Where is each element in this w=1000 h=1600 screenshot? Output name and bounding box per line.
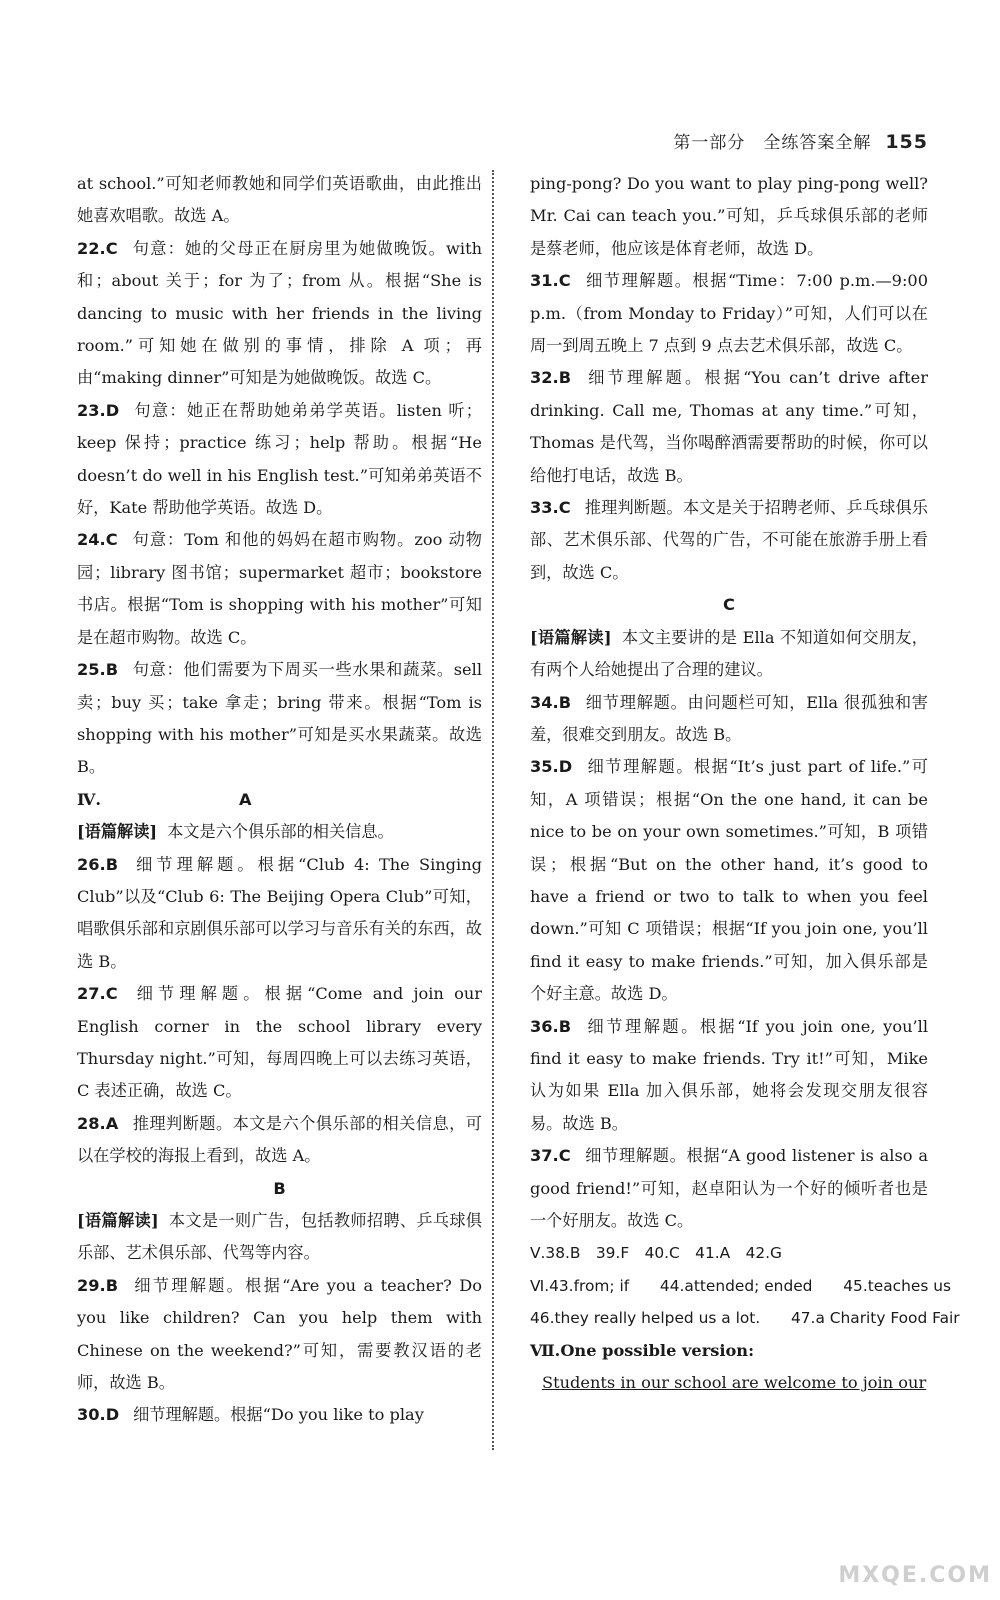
answer-item xyxy=(530,751,928,1010)
writing-title: Ⅶ.One possible version: xyxy=(530,1340,755,1360)
summary-text: 本文是六个俱乐部的相关信息。 xyxy=(167,822,394,842)
answer-letter: A xyxy=(105,1113,119,1133)
paragraph-text: ping-pong? Do you want to play ping-pong well? Mr. Cai can teach you.”可知，乒乓球俱乐部的老师是蔡老师，他应该是体育老师，故选 D。 xyxy=(530,174,928,258)
answer-item xyxy=(530,1140,928,1237)
paragraph xyxy=(77,168,482,233)
question-number: 29. xyxy=(77,1275,106,1295)
passage-letter: A xyxy=(239,789,252,809)
answer-letter: D xyxy=(105,400,120,420)
question-number: 23. xyxy=(77,400,106,420)
explanation-text: 细节理解题。根据“A good listener is also a good friend!”可知，赵卓阳认为一个好的倾听者也是一个好朋友。故选 C。 xyxy=(530,1146,928,1230)
answer-letter: D xyxy=(105,1405,120,1425)
right-column xyxy=(530,168,960,1399)
question-number: 24. xyxy=(77,530,106,550)
explanation-text: 细节理解题。根据“You can’t drive after drinking. Call me, Thomas at any time.”可知，Thomas 是代驾，当你喝醉酒需要帮助的时候，你可以给他打电话，故选 B。 xyxy=(530,368,928,485)
passage-heading: C xyxy=(723,595,735,615)
page-number: 155 xyxy=(885,131,928,153)
answer-letter: B xyxy=(105,854,119,874)
answer-item xyxy=(530,362,928,492)
paragraph-text: at school.”可知老师教她和同学们英语歌曲，由此推出她喜欢唱歌。故选 A。 xyxy=(77,174,482,226)
explanation-text: 细节理解题。根据“It’s just part of life.”可知，A 项错误；根据“On the one hand, it can be nice to be on your own sometimes.”可知，B 项错误；根据“But on the other hand, it’s good to have a friend or two to talk to when you feel down.”可知 C 项错误；根据“If you join one, you’ll find it easy to make friends.”可知，加入俱乐部是个好主意。故选 D。 xyxy=(530,757,928,1004)
question-number: 32. xyxy=(530,368,559,388)
explanation-text: 细节理解题。根据“If you join one, you’ll find it easy to make friends. Try it!”可知，Mike 认为如果 Ella 加入俱乐部，她将会发现交朋友很容易。故选 B。 xyxy=(530,1016,928,1133)
answer-letter: B xyxy=(558,368,572,388)
question-number: 31. xyxy=(530,271,559,291)
answer-item xyxy=(530,687,928,752)
answer-item xyxy=(77,1108,482,1173)
answer-item xyxy=(530,1011,928,1141)
section-title: 第一部分 全练答案全解 xyxy=(673,133,872,153)
answer-letter: B xyxy=(105,660,119,680)
question-number: 33. xyxy=(530,498,559,518)
explanation-text: 细节理解题。根据“Are you a teacher? Do you like children? Can you help them with Chinese on the weekend?”可知，需要教汉语的老师，故选 B。 xyxy=(77,1275,482,1393)
summary-tag: [语篇解读] xyxy=(77,1211,159,1230)
explanation-text: 句意：她正在帮助她弟弟学英语。listen 听；keep 保持；practice 练习；help 帮助。根据“He doesn’t do well in his English test.”可知弟弟英语不好，Kate 帮助他学英语。故选 D。 xyxy=(77,400,482,518)
answer-letter: C xyxy=(105,984,118,1004)
explanation-text: 细节理解题。根据“Time：7:00 p.m.—9:00 p.m.（from Monday to Friday）”可知，人们可以在周一到周五晚上 7 点到 9 点去艺术俱乐部，故选 C。 xyxy=(530,271,928,356)
answer-item xyxy=(77,1270,482,1400)
answer-item xyxy=(77,849,482,979)
explanation-text: 细节理解题。由问题栏可知，Ella 很孤独和害羞，很难交到朋友。故选 B。 xyxy=(530,692,928,744)
summary-tag: [语篇解读] xyxy=(530,627,612,647)
answer-line: Ⅴ.38.B 39.F 40.C 41.A 42.G xyxy=(530,1244,782,1263)
explanation-text: 句意：Tom 和他的妈妈在超市购物。zoo 动物园；library 图书馆；supermarket 超市；bookstore 书店。根据“Tom is shopping with his mother”可知是在超市购物。故选 C。 xyxy=(77,530,482,647)
writing-text: Students in our school are welcome to join our xyxy=(542,1373,927,1393)
answer-letter: B xyxy=(558,692,572,712)
question-number: 37. xyxy=(530,1146,559,1166)
section-numeral: Ⅳ. xyxy=(77,789,102,809)
question-number: 35. xyxy=(530,757,559,777)
summary-text: 本文是一则广告，包括教师招聘、乒乓球俱乐部、艺术俱乐部、代驾等内容。 xyxy=(77,1211,482,1263)
summary-text: 本文主要讲的是 Ella 不知道如何交朋友，有两个人给她提出了合理的建议。 xyxy=(530,627,928,680)
question-number: 25. xyxy=(77,660,106,680)
explanation-text: 细节理解题。根据“Do you like to play xyxy=(133,1405,424,1425)
explanation-text: 句意：他们需要为下周买一些水果和蔬菜。sell 卖；buy 买；take 拿走；bring 带来。根据“Tom is shopping with his mother”可知是买水果蔬菜。故选 B。 xyxy=(77,660,482,777)
question-number: 36. xyxy=(530,1016,559,1036)
paragraph xyxy=(530,168,928,265)
passage-summary xyxy=(77,816,482,848)
answer-item xyxy=(77,233,482,395)
answer-item xyxy=(530,265,928,362)
question-number: 28. xyxy=(77,1113,106,1133)
answer-item xyxy=(530,492,928,589)
question-number: 30. xyxy=(77,1405,106,1425)
explanation-text: 推理判断题。本文是六个俱乐部的相关信息，可以在学校的海报上看到，故选 A。 xyxy=(77,1113,482,1166)
answer-letter: D xyxy=(558,757,573,777)
summary-tag: [语篇解读] xyxy=(77,822,158,842)
page-header xyxy=(673,128,928,153)
answer-letter: C xyxy=(558,271,571,291)
answer-letter: C xyxy=(105,530,118,550)
section-row xyxy=(77,784,482,816)
answer-letter: C xyxy=(558,498,571,518)
explanation-text: 细节理解题。根据“Club 4: The Singing Club”以及“Club 6: The Beijing Opera Club”可知，唱歌俱乐部和京剧俱乐部可以学习与音乐有关的东西，故选 B。 xyxy=(77,854,482,971)
answer-letter: C xyxy=(105,238,118,258)
answer-letter: C xyxy=(558,1146,571,1166)
left-column xyxy=(77,168,482,1432)
answer-item xyxy=(77,978,482,1108)
column-divider xyxy=(492,170,494,1450)
question-number: 26. xyxy=(77,854,106,874)
explanation-text: 细节理解题。根据“Come and join our English corner in the school library every Thursday night.”可知，每周四晚上可以去练习英语，C 表述正确，故选 C。 xyxy=(77,984,482,1101)
answer-letter: B xyxy=(105,1275,119,1295)
question-number: 27. xyxy=(77,984,106,1004)
question-number: 34. xyxy=(530,692,559,712)
watermark-logo: MXQE.COM xyxy=(838,1563,992,1588)
answer-item xyxy=(77,524,482,654)
answer-item xyxy=(77,395,482,525)
answer-line: 46.they really helped us a lot. 47.a Charity Food Fair xyxy=(530,1309,960,1328)
explanation-text: 句意：她的父母正在厨房里为她做晚饭。with 和；about 关于；for 为了；from 从。根据“She is dancing to music with her friends in the living room.”可知她在做别的事情，排除 A 项；再由“making dinner”可知是为她做晚饭。故选 C。 xyxy=(77,238,482,388)
answer-line: Ⅵ.43.from; if 44.attended; ended 45.teaches us xyxy=(530,1276,952,1295)
passage-summary xyxy=(530,622,928,687)
answer-item xyxy=(77,1399,482,1431)
answer-letter: B xyxy=(558,1016,572,1036)
explanation-text: 推理判断题。本文是关于招聘老师、乒乓球俱乐部、艺术俱乐部、代驾的广告，不可能在旅游手册上看到，故选 C。 xyxy=(530,498,928,582)
passage-summary xyxy=(77,1205,482,1270)
passage-heading: B xyxy=(273,1178,286,1198)
question-number: 22. xyxy=(77,238,106,258)
answer-item xyxy=(77,654,482,784)
